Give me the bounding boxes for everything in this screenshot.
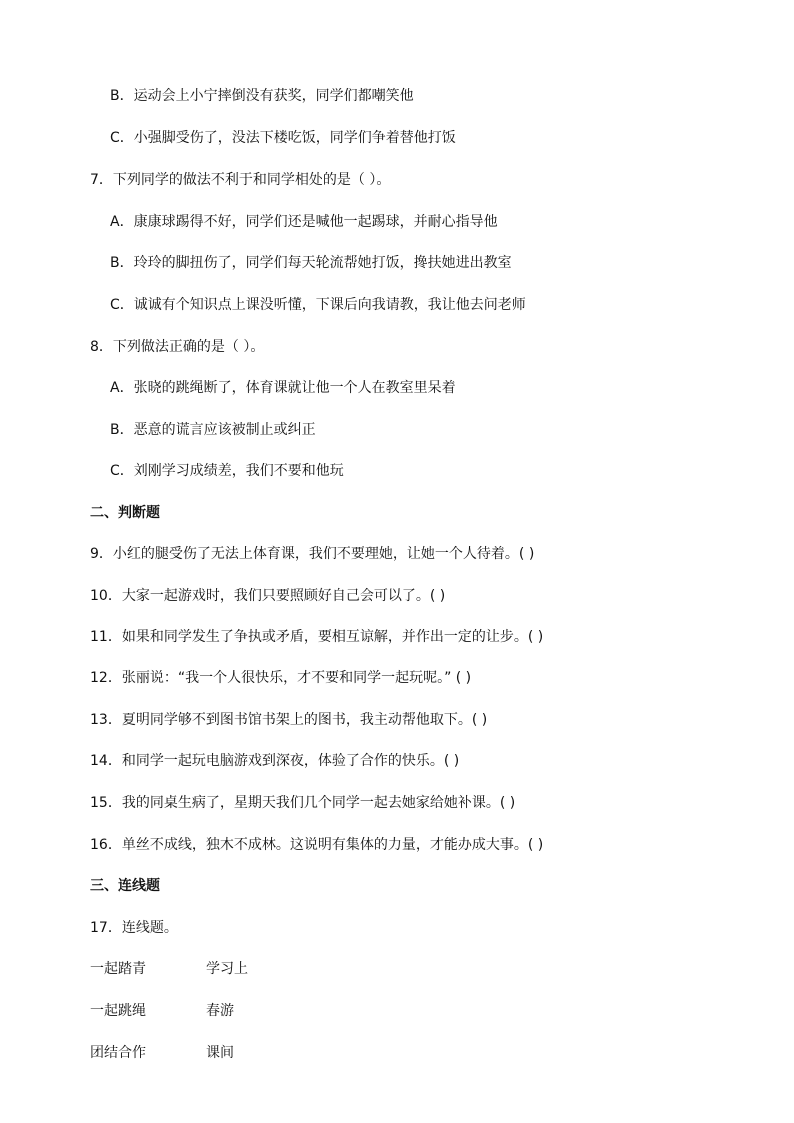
judge-item-13: 13．夏明同学够不到图书馆书架上的图书，我主动帮他取下。( ) [90, 712, 488, 728]
q8-option-a: A．张晓的跳绳断了，体育课就让他一个人在教室里呆着 [110, 380, 456, 396]
section-3-title: 三、连线题 [90, 878, 160, 894]
match-left-1: 一起踏青 [90, 961, 146, 977]
match-right-1: 学习上 [206, 961, 248, 977]
q7-stem: 7．下列同学的做法不利于和同学相处的是（ ）。 [90, 172, 391, 188]
judge-item-12: 12．张丽说：“我一个人很快乐，才不要和同学一起玩呢。” ( ) [90, 670, 472, 686]
judge-item-9: 9．小红的腿受伤了无法上体育课，我们不要理她，让她一个人待着。( ) [90, 546, 535, 562]
match-left-2: 一起跳绳 [90, 1003, 146, 1019]
match-right-2: 春游 [206, 1003, 234, 1019]
judge-item-10: 10．大家一起游戏时，我们只要照顾好自己会可以了。( ) [90, 588, 446, 604]
judge-item-15: 15．我的同桌生病了，星期天我们几个同学一起去她家给她补课。( ) [90, 795, 516, 811]
section-2-title: 二、判断题 [90, 505, 160, 521]
q8-option-c: C．刘刚学习成绩差，我们不要和他玩 [110, 463, 344, 479]
judge-item-16: 16．单丝不成线，独木不成林。这说明有集体的力量，才能办成大事。( ) [90, 837, 544, 853]
q7-option-c: C．诚诚有个知识点上课没听懂，下课后向我请教，我让他去问老师 [110, 297, 526, 313]
q6-option-b: B．运动会上小宁摔倒没有获奖，同学们都嘲笑他 [110, 88, 414, 104]
judge-item-11: 11．如果和同学发生了争执或矛盾，要相互谅解，并作出一定的让步。( ) [90, 629, 544, 645]
match-right-3: 课间 [206, 1045, 234, 1061]
q17-stem: 17．连线题。 [90, 920, 178, 936]
q6-option-c: C．小强脚受伤了，没法下楼吃饭，同学们争着替他打饭 [110, 130, 456, 146]
q8-option-b: B．恶意的谎言应该被制止或纠正 [110, 422, 316, 438]
q7-option-a: A．康康球踢得不好，同学们还是喊他一起踢球，并耐心指导他 [110, 214, 498, 230]
q7-option-b: B．玲玲的脚扭伤了，同学们每天轮流帮她打饭，搀扶她进出教室 [110, 255, 512, 271]
match-left-3: 团结合作 [90, 1045, 146, 1061]
judge-item-14: 14．和同学一起玩电脑游戏到深夜，体验了合作的快乐。( ) [90, 753, 460, 769]
q8-stem: 8．下列做法正确的是（ ）。 [90, 339, 265, 355]
